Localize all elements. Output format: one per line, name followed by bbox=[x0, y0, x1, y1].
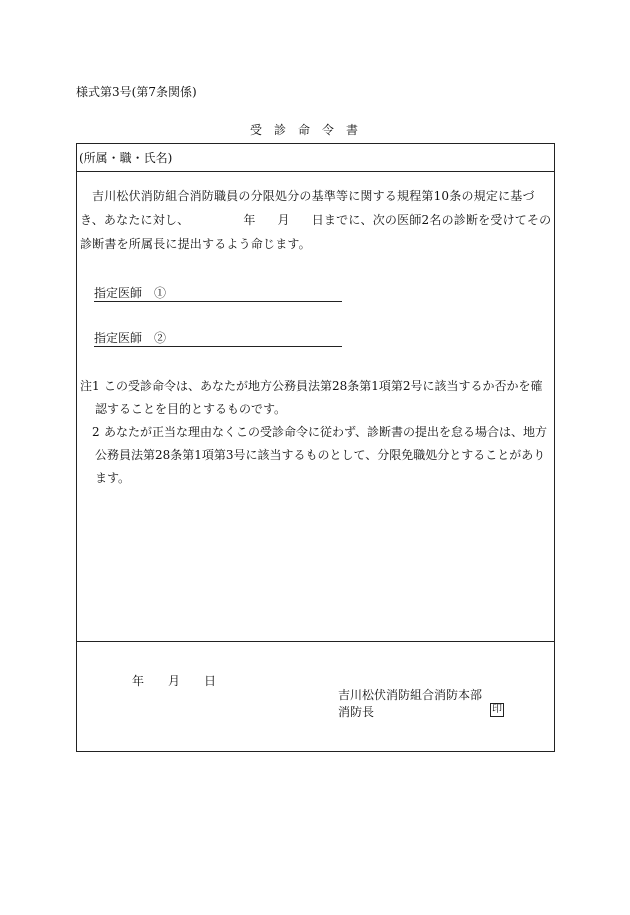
document-title: 受診命令書 bbox=[250, 123, 371, 137]
designated-doctor-2-number: ② bbox=[154, 331, 167, 345]
issue-date-day: 日 bbox=[204, 674, 217, 688]
divider-top bbox=[77, 171, 554, 172]
issuer-organization: 吉川松伏消防組合消防本部 bbox=[338, 688, 483, 702]
form-number: 様式第3号(第7条関係) bbox=[76, 85, 197, 99]
note-1 bbox=[80, 375, 550, 421]
affiliation-label: (所属・職・氏名) bbox=[79, 151, 173, 165]
issue-date-month: 月 bbox=[168, 674, 181, 688]
seal-mark: 印 bbox=[492, 704, 502, 715]
issue-date-year: 年 bbox=[132, 674, 145, 688]
designated-doctor-2 bbox=[94, 332, 342, 347]
designated-doctor-1-label: 指定医師 bbox=[94, 286, 143, 300]
note-2-text: あなたが正当な理由なくこの受診命令に従わず、診断書の提出を怠る場合は、地方公務員法第28条第1項第3号に該当するものとして、分限免職処分とすることがあります。 bbox=[95, 425, 548, 485]
note-2-mark: 2 bbox=[92, 425, 100, 439]
issuer-title: 消防長 bbox=[338, 705, 375, 719]
designated-doctor-1 bbox=[94, 287, 342, 302]
body-year: 年 bbox=[243, 213, 256, 227]
issue-date bbox=[132, 675, 216, 687]
body-month: 月 bbox=[277, 213, 290, 227]
note-2 bbox=[80, 421, 550, 490]
designated-doctor-1-line bbox=[94, 287, 342, 302]
designated-doctor-2-label: 指定医師 bbox=[94, 331, 143, 345]
note-1-text: この受診命令は、あなたが地方公務員法第28条第1項第2号に該当するか否かを確認することを目的とするものです。 bbox=[95, 379, 543, 416]
body-part1: 吉川松伏消防組合消防職員の分限処分の基準等に関する規程第10条の規定に基づき、あなたに対し、 bbox=[80, 189, 535, 227]
note-1-mark: 注1 bbox=[80, 379, 100, 393]
body-part2: 日までに、次の医師2名の診断を受けてその診断書を所属長に提出するよう命じます。 bbox=[80, 213, 552, 251]
order-body bbox=[80, 184, 552, 256]
designated-doctor-1-number: ① bbox=[154, 286, 167, 300]
divider-bottom bbox=[77, 641, 554, 642]
designated-doctor-2-line bbox=[94, 332, 342, 347]
